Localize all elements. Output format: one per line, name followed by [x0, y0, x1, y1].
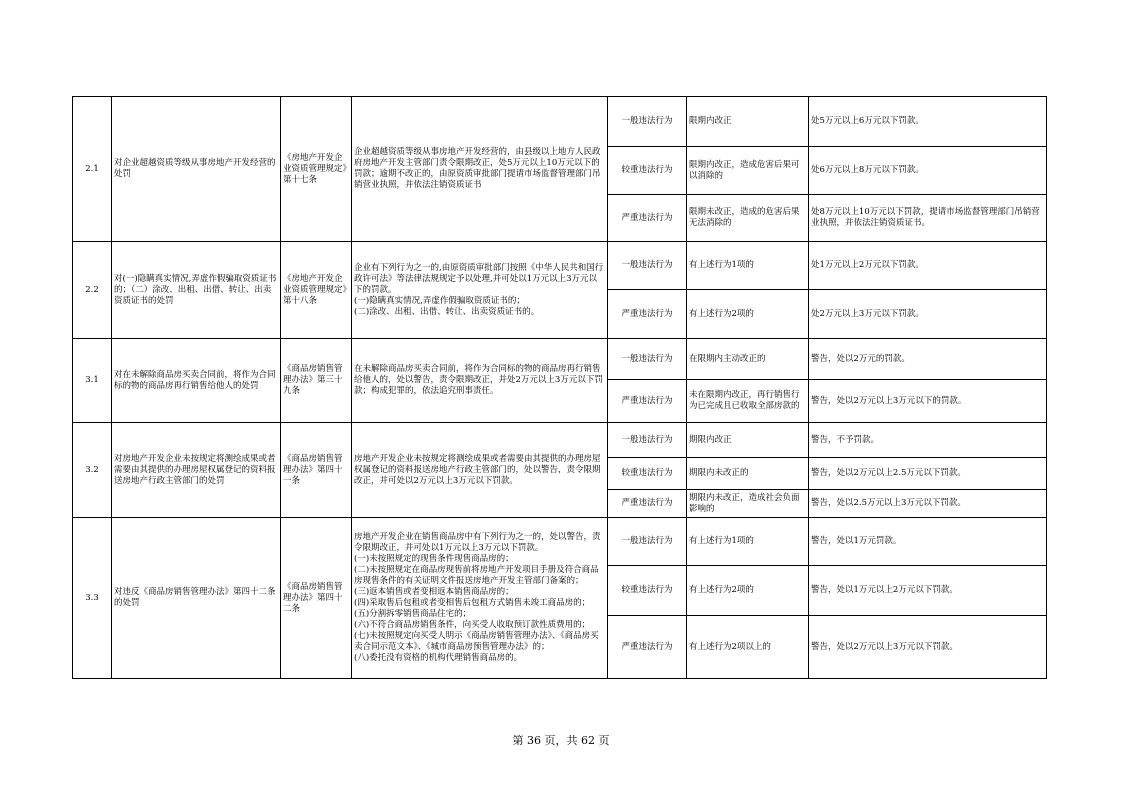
row-number: 3.1 [73, 339, 112, 423]
row-number: 2.2 [73, 242, 112, 339]
row-number: 3.3 [73, 518, 112, 679]
row-number: 2.1 [73, 97, 112, 242]
violation-level: 较重违法行为 [608, 147, 687, 195]
legal-basis: 《商品房销售管理办法》第四十一条 [281, 423, 352, 518]
violation-item: 对房地产开发企业未按规定将测绘成果或者需要由其提供的办理房屋权属登记的资料报送房地产行政主管部门的处罚 [112, 423, 281, 518]
penalty-standard: 处6万元以上8万元以下罚款。 [809, 147, 1047, 195]
violation-level: 严重违法行为 [608, 490, 687, 518]
table-row [73, 242, 1047, 290]
violation-circumstance: 有上述行为1项的 [687, 518, 809, 566]
legal-basis: 《商品房销售管理办法》第四十二条 [281, 518, 352, 679]
violation-circumstance: 期限内未改正的 [687, 458, 809, 490]
violation-circumstance: 期限内未改正，造成社会负面影响的 [687, 490, 809, 518]
violation-circumstance: 有上述行为2项的 [687, 566, 809, 616]
violation-item: 对违反《商品房销售管理办法》第四十二条的处罚 [112, 518, 281, 679]
violation-level: 严重违法行为 [608, 290, 687, 339]
penalty-standard: 处2万元以上3万元以下罚款。 [809, 290, 1047, 339]
penalty-standard: 警告，处以2万元以上2.5万元以下罚款。 [809, 458, 1047, 490]
penalty-content: 房地产开发企业在销售商品房中有下列行为之一的，处以警告，责令限期改正，并可处以1万元以上3万元以下罚款。 (一)未按照规定的现售条件现售商品房的； (二)未按照规定在商品房现售前将房地产开发项目手册及符合商品房现售条件的有关证明文件报送房地产开发主管部门备案的； (三)返本销售或者变相返本销售商品房的； (四)采取售后包租或者变相售后包租方式销售未竣工商品房的； (五)分割拆零销售商品住宅的； (六)不符合商品房销售条件，向买受人收取预订款性质费用的； (七)未按照规定向买受人明示《商品房销售管理办法》、《商品房买卖合同示范文本》、《城市商品房预售管理办法》的； (八)委托没有资格的机构代理销售商品房的。 [352, 518, 608, 679]
penalty-standard: 警告，处以1万元罚款。 [809, 518, 1047, 566]
table-row [73, 518, 1047, 566]
penalty-content: 企业超越资质等级从事房地产开发经营的，由县级以上地方人民政府房地产开发主管部门责令限期改正，处5万元以上10万元以下的罚款；逾期不改正的，由原资质审批部门提请市场监督管理部门吊销营业执照，并依法注销资质证书 [352, 97, 608, 242]
penalty-standard: 处8万元以上10万元以下罚款，提请市场监督管理部门吊销营业执照，并依法注销资质证书。 [809, 195, 1047, 242]
violation-item: 对(一)隐瞒真实情况,弄虚作假骗取资质证书的；（二）涂改、出租、出借、转让、出卖资质证书的处罚 [112, 242, 281, 339]
violation-circumstance: 在限期内主动改正的 [687, 339, 809, 380]
violation-level: 严重违法行为 [608, 380, 687, 423]
penalty-content: 企业有下列行为之一的,由原资质审批部门按照《中华人民共和国行政许可法》等法律法规规定予以处理,并可处以1万元以上3万元以下的罚款。 (一)隐瞒真实情况,弄虚作假骗取资质证书的； (二)涂改、出租、出借、转让、出卖资质证书的。 [352, 242, 608, 339]
violation-circumstance: 限期内改正 [687, 97, 809, 147]
penalty-content: 在未解除商品房买卖合同前，将作为合同标的物的商品房再行销售给他人的，处以警告，责令限期改正，并处2万元以上3万元以下罚款；构成犯罪的，依法追究刑事责任。 [352, 339, 608, 423]
penalty-standards-table [72, 96, 1047, 679]
violation-circumstance: 未在限期内改正，再行销售行为已完成且已收取全部房款的 [687, 380, 809, 423]
violation-item: 对企业超越资质等级从事房地产开发经营的处罚 [112, 97, 281, 242]
violation-level: 一般违法行为 [608, 339, 687, 380]
legal-basis: 《房地产开发企业资质管理规定》第十七条 [281, 97, 352, 242]
page-footer: 第 36 页，共 62 页 [512, 734, 610, 747]
legal-basis: 《商品房销售管理办法》第三十九条 [281, 339, 352, 423]
penalty-standard: 警告，处以1万元以上2万元以下罚款。 [809, 566, 1047, 616]
penalty-standard: 警告，不予罚款。 [809, 423, 1047, 458]
penalty-standard: 警告，处以2.5万元以上3万元以下罚款。 [809, 490, 1047, 518]
violation-circumstance: 期限内改正 [687, 423, 809, 458]
row-number: 3.2 [73, 423, 112, 518]
penalty-content: 房地产开发企业未按规定将测绘成果或者需要由其提供的办理房屋权属登记的资料报送房地产行政主管部门的，处以警告，责令限期改正，并可处以2万元以上3万元以下罚款。 [352, 423, 608, 518]
table-row [73, 97, 1047, 147]
violation-level: 严重违法行为 [608, 195, 687, 242]
legal-basis: 《房地产开发企业资质管理规定》第十八条 [281, 242, 352, 339]
penalty-standard: 处1万元以上2万元以下罚款。 [809, 242, 1047, 290]
violation-level: 一般违法行为 [608, 423, 687, 458]
penalty-standard: 警告，处以2万元以上3万元以下罚款。 [809, 616, 1047, 679]
violation-level: 一般违法行为 [608, 518, 687, 566]
violation-circumstance: 限期内改正，造成危害后果可以消除的 [687, 147, 809, 195]
violation-level: 一般违法行为 [608, 97, 687, 147]
violation-circumstance: 限期未改正，造成的危害后果无法消除的 [687, 195, 809, 242]
violation-item: 对在未解除商品房买卖合同前，将作为合同标的物的商品房再行销售给他人的处罚 [112, 339, 281, 423]
penalty-standard: 警告，处以2万元以上3万元以下的罚款。 [809, 380, 1047, 423]
penalty-standard: 处5万元以上6万元以下罚款。 [809, 97, 1047, 147]
table-row [73, 423, 1047, 458]
table-row [73, 339, 1047, 380]
violation-circumstance: 有上述行为1项的 [687, 242, 809, 290]
violation-level: 较重违法行为 [608, 458, 687, 490]
violation-level: 较重违法行为 [608, 566, 687, 616]
violation-circumstance: 有上述行为2项的 [687, 290, 809, 339]
violation-level: 严重违法行为 [608, 616, 687, 679]
violation-level: 一般违法行为 [608, 242, 687, 290]
violation-circumstance: 有上述行为2项以上的 [687, 616, 809, 679]
penalty-standard: 警告，处以2万元的罚款。 [809, 339, 1047, 380]
